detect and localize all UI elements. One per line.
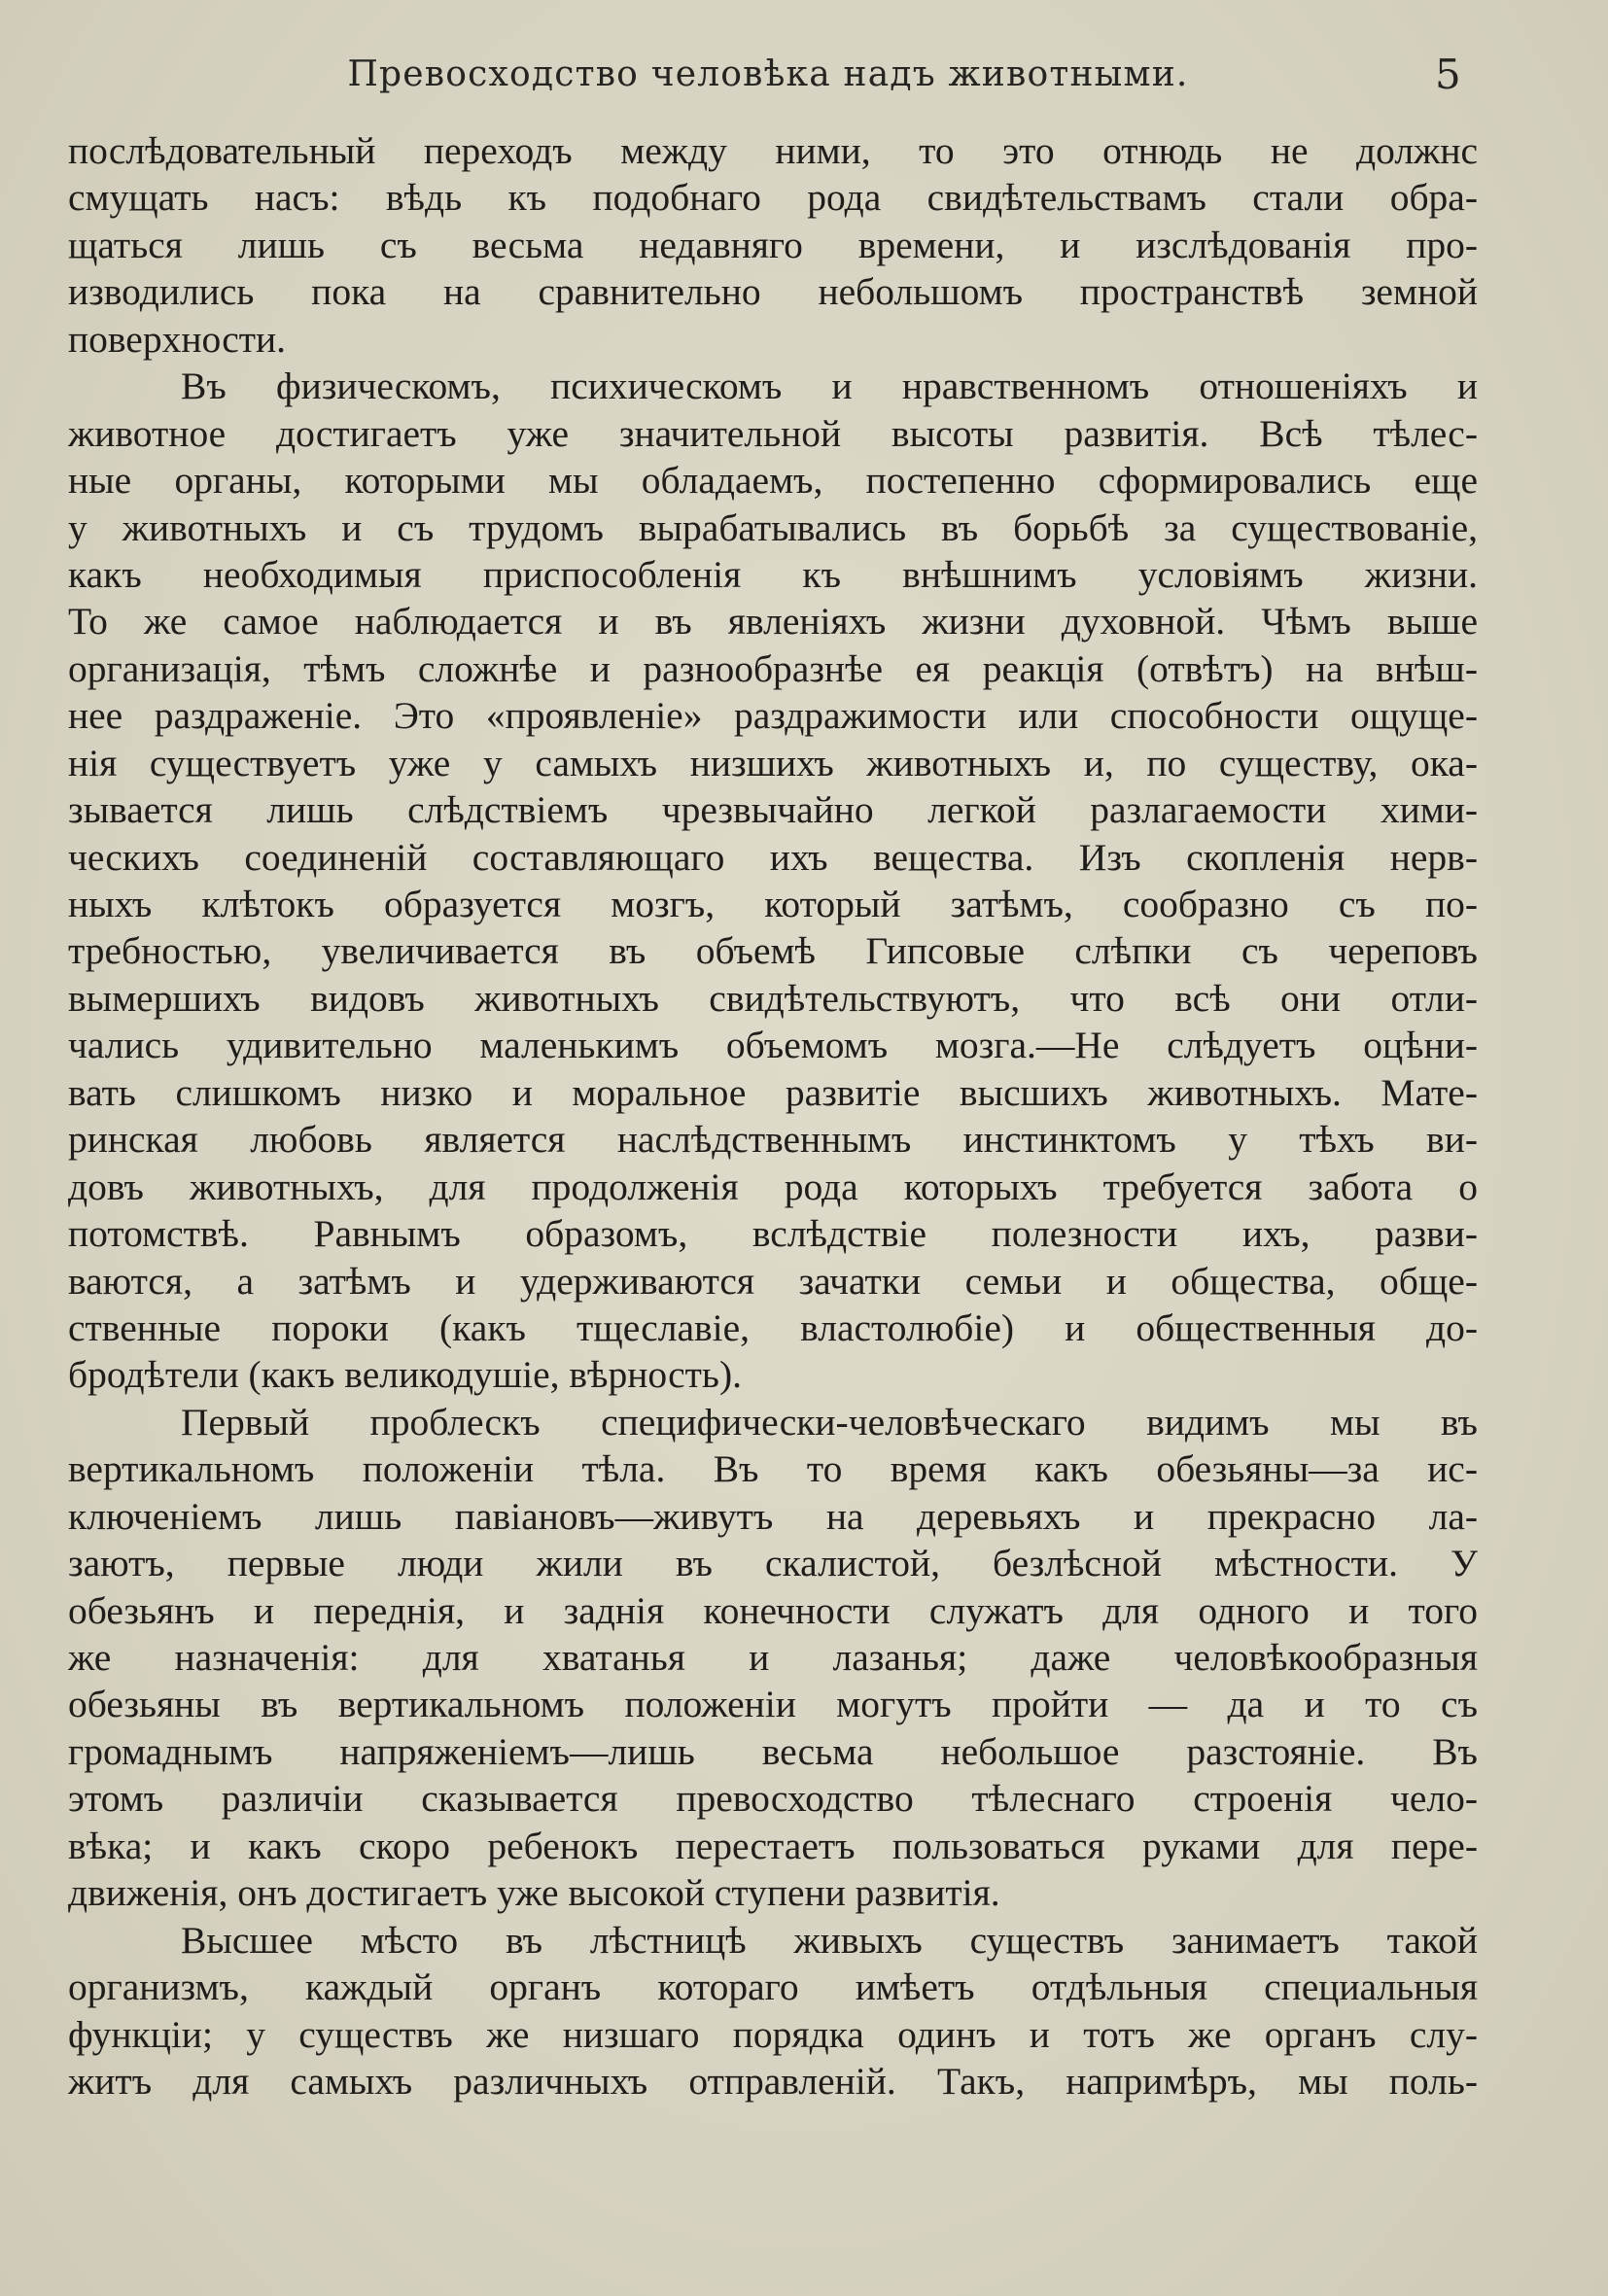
text-line: ческихъ соединеній составляющаго ихъ вещества. Изъ скопленія нерв- xyxy=(68,835,1478,879)
page-number: 5 xyxy=(1435,51,1461,98)
text-line: ственные пороки (какъ тщеславіе, властолюбіе) и общественныя до- xyxy=(68,1305,1478,1349)
text-line: изводились пока на сравнительно небольшомъ пространствѣ земной xyxy=(68,270,1478,314)
text-line: довъ животныхъ, для продолженія рода которыхъ требуется забота о xyxy=(68,1165,1478,1208)
text-line: заютъ, первые люди жили въ скалистой, безлѣсной мѣстности. У xyxy=(68,1542,1478,1585)
text-line: движенія, онъ достигаетъ уже высокой ступени развитія. xyxy=(68,1871,1000,1915)
text-line: поверхности. xyxy=(68,317,287,361)
body-text xyxy=(68,127,1478,2105)
text-line: организація, тѣмъ сложнѣе и разнообразнѣе ея реакція (отвѣтъ) на внѣш- xyxy=(68,646,1478,690)
text-line: зывается лишь слѣдствіемъ чрезвычайно легкой разлагаемости хими- xyxy=(68,788,1478,832)
text-line: То же самое наблюдается и въ явленіяхъ жизни духовной. Чѣмъ выше xyxy=(68,600,1478,644)
text-line: нія существуетъ уже у самыхъ низшихъ животныхъ и, по существу, ока- xyxy=(68,741,1478,784)
text-line: нее раздраженіе. Это «проявленіе» раздражимости или способности ощуще- xyxy=(68,694,1478,738)
text-line: житъ для самыхъ различныхъ отправленій. Такъ, напримѣръ, мы поль- xyxy=(68,2059,1478,2103)
text-line: требностью, увеличивается въ объемѣ Гипсовые слѣпки съ череповъ xyxy=(68,929,1478,973)
text-line: смущать насъ: вѣдь къ подобнаго рода свидѣтельствамъ стали обра- xyxy=(68,176,1478,220)
text-line: ваются, а затѣмъ и удерживаются зачатки семьи и общества, обще- xyxy=(68,1259,1478,1303)
text-line: ринская любовь является наслѣдственнымъ инстинктомъ у тѣхъ ви- xyxy=(68,1118,1478,1162)
text-line: обезьянъ и переднія, и заднія конечности служатъ для одного и того xyxy=(68,1588,1478,1632)
text-line: ключеніемъ лишь павіановъ—живутъ на деревьяхъ и прекрасно ла- xyxy=(68,1494,1478,1538)
text-line: какъ необходимыя приспособленія къ внѣшнимъ условіямъ жизни. xyxy=(68,552,1478,596)
text-line: громаднымъ напряженіемъ—лишь весьма небольшое разстояніе. Въ xyxy=(68,1729,1478,1773)
text-line: функціи; у существъ же низшаго порядка одинъ и тотъ же органъ слу- xyxy=(68,2012,1478,2056)
text-line: Высшее мѣсто въ лѣстницѣ живыхъ существъ занимаетъ такой xyxy=(181,1918,1478,1962)
text-line: щаться лишь съ весьма недавняго времени, и изслѣдованія про- xyxy=(68,223,1478,266)
text-line: потомствѣ. Равнымъ образомъ, вслѣдствіе полезности ихъ, разви- xyxy=(68,1212,1478,1256)
text-line: бродѣтели (какъ великодушіе, вѣрность). xyxy=(68,1353,742,1397)
text-line: у животныхъ и съ трудомъ вырабатывались въ борьбѣ за существованіе, xyxy=(68,505,1478,549)
text-line: вертикальномъ положеніи тѣла. Въ то время какъ обезьяны—за ис- xyxy=(68,1447,1478,1491)
text-line: Первый проблескъ специфически-человѣческаго видимъ мы въ xyxy=(181,1400,1478,1444)
text-line: обезьяны въ вертикальномъ положеніи могутъ пройти — да и то съ xyxy=(68,1683,1478,1726)
text-line: ныхъ клѣтокъ образуется мозгъ, который затѣмъ, сообразно съ по- xyxy=(68,883,1478,925)
running-head: Превосходство человѣка надъ животными. xyxy=(347,54,1189,94)
text-line: этомъ различіи сказывается превосходство тѣлеснаго строенія чело- xyxy=(68,1777,1478,1821)
text-line: организмъ, каждый органъ котораго имѣетъ отдѣльныя специальныя xyxy=(68,1966,1478,2009)
text-line: вѣка; и какъ скоро ребенокъ перестаетъ пользоваться руками для пере- xyxy=(68,1824,1478,1867)
text-line: вать слишкомъ низко и моральное развитіе высшихъ животныхъ. Мате- xyxy=(68,1070,1478,1114)
text-line: Въ физическомъ, психическомъ и нравственномъ отношеніяхъ и xyxy=(181,365,1478,408)
text-line: же назначенія: для хватанья и лазанья; даже человѣкообразныя xyxy=(68,1636,1478,1679)
text-line: послѣдовательный переходъ между ними, то это отнюдь не должнс xyxy=(68,129,1478,172)
text-line: чались удивительно маленькимъ объемомъ мозга.—Не слѣдуетъ оцѣни- xyxy=(68,1024,1478,1067)
text-line: ные органы, которыми мы обладаемъ, постепенно сформировались еще xyxy=(68,459,1478,503)
text-line: животное достигаетъ уже значительной высоты развитія. Всѣ тѣлес- xyxy=(68,411,1478,455)
text-line: вымершихъ видовъ животныхъ свидѣтельствуютъ, что всѣ они отли- xyxy=(68,976,1478,1020)
